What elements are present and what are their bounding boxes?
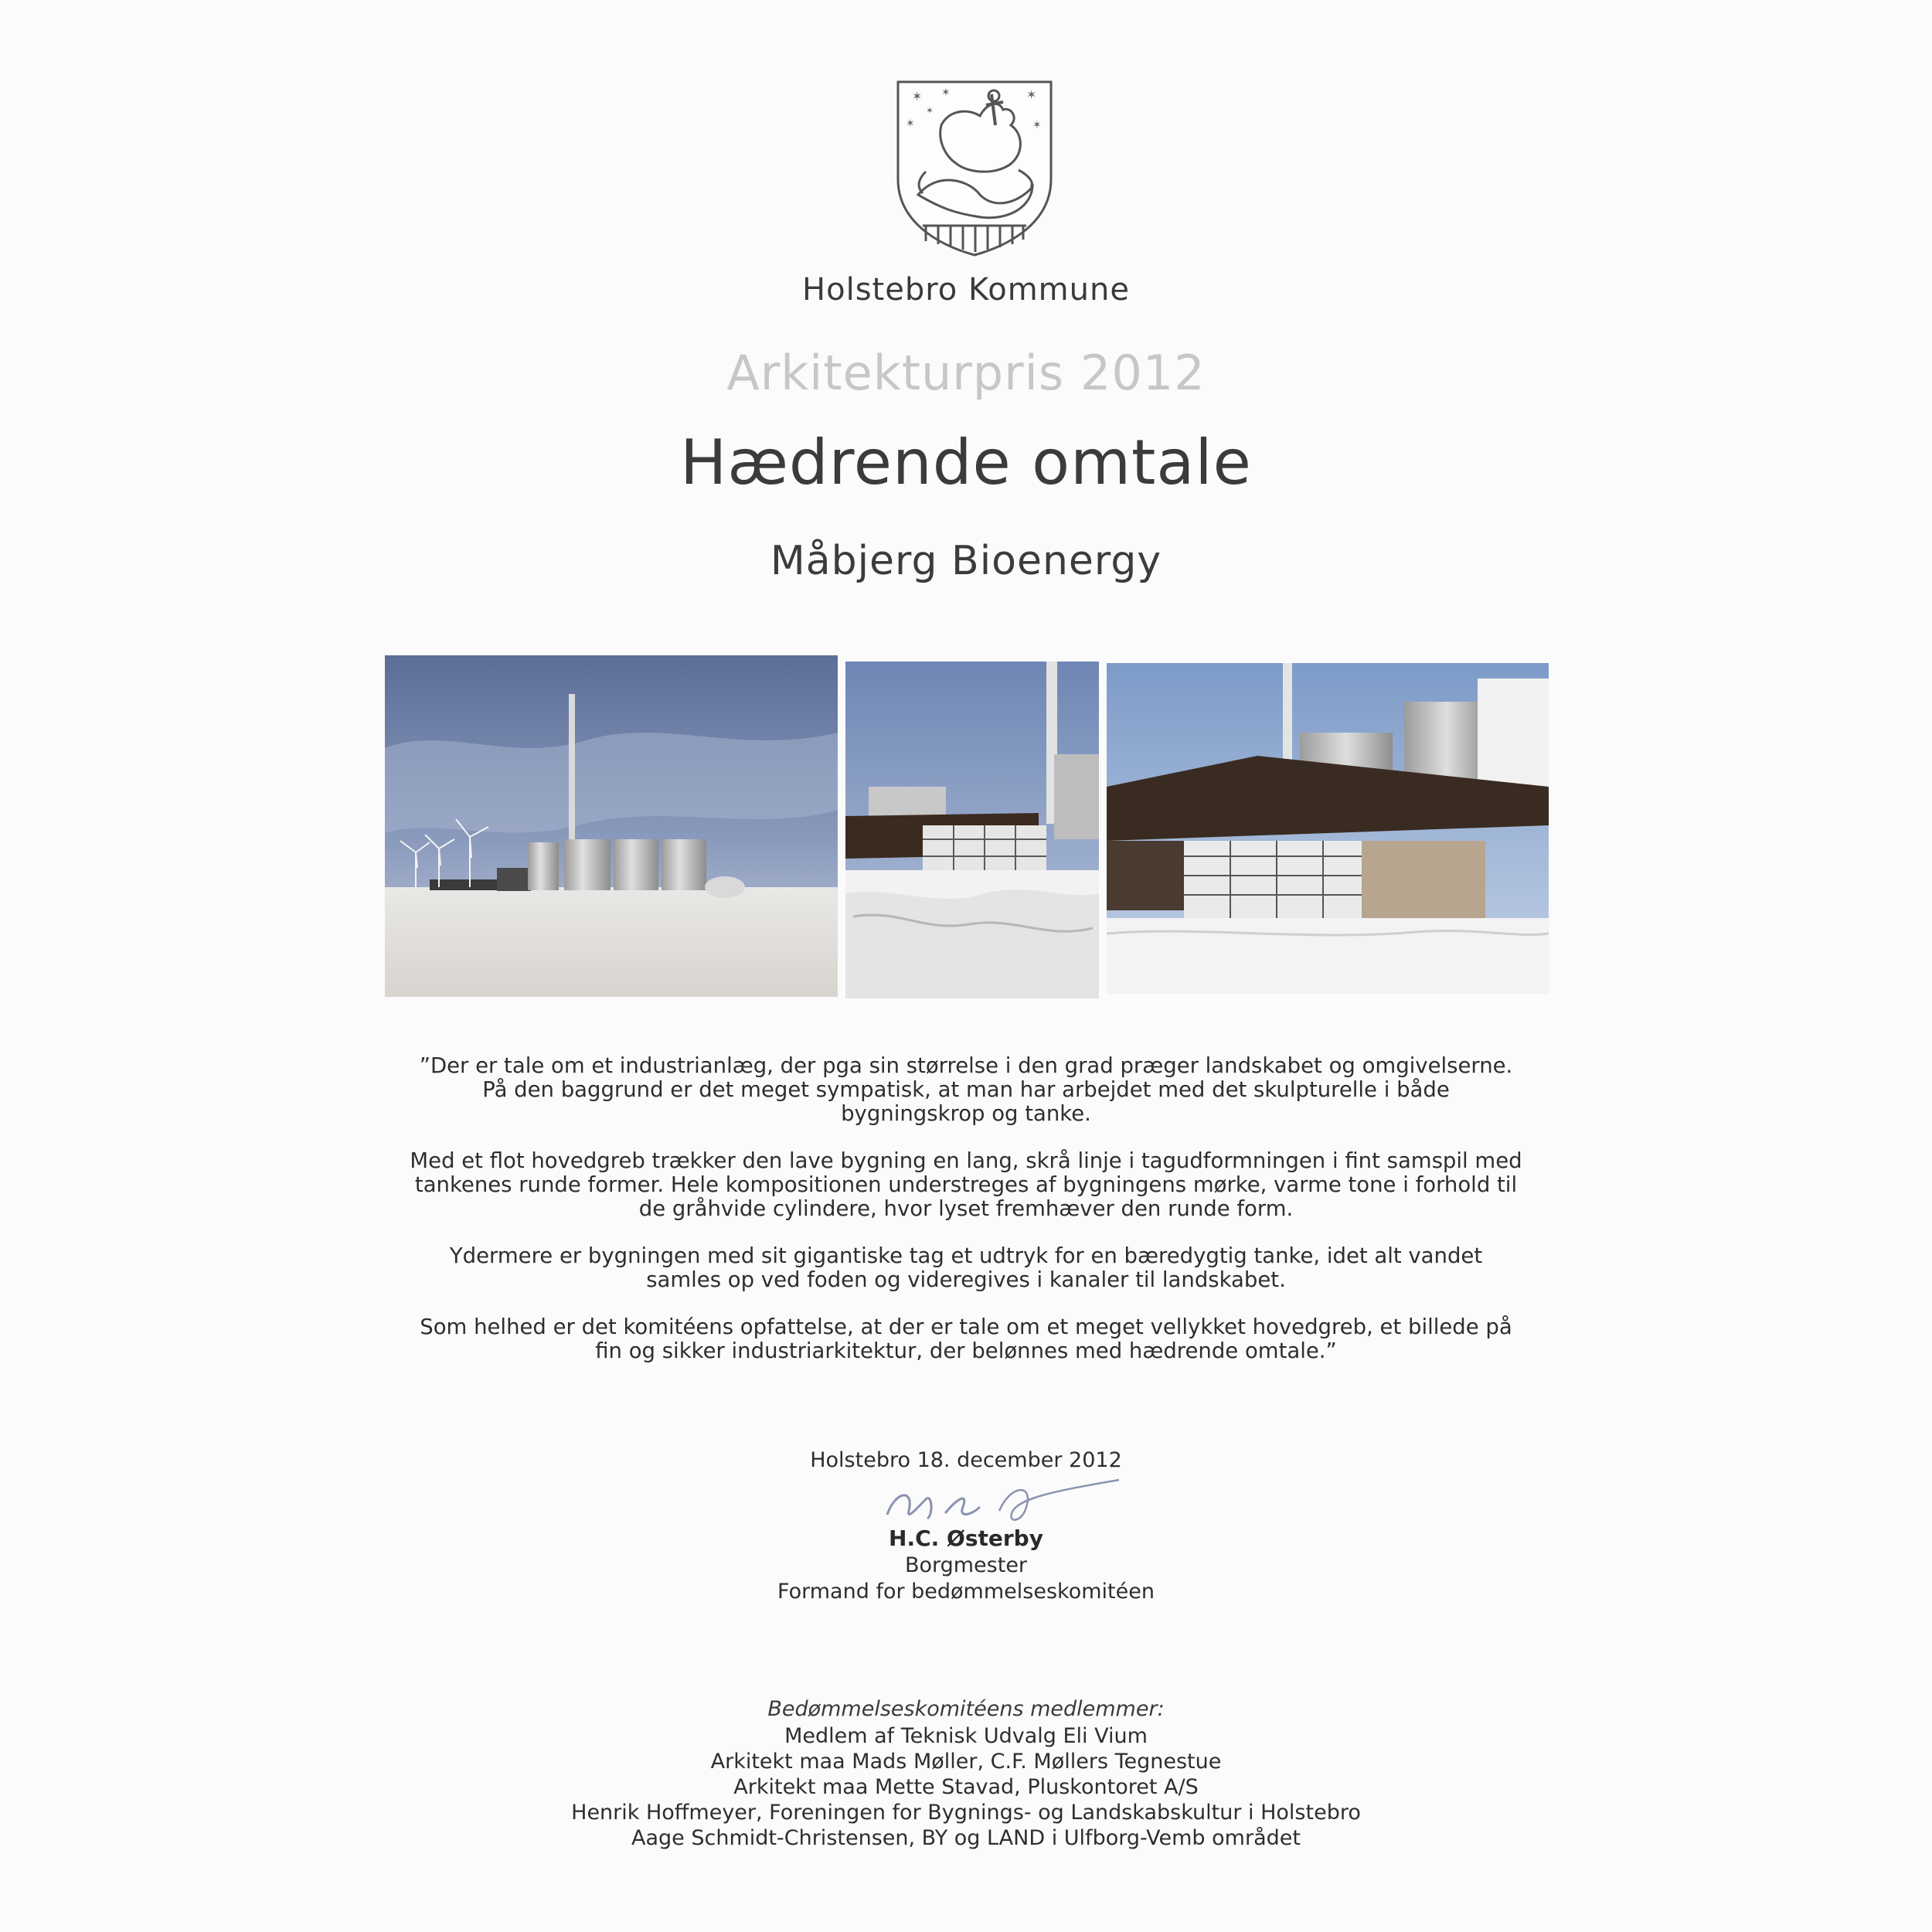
honor-title: Hædrende omtale — [680, 427, 1252, 498]
prize-title: Arkitekturpris 2012 — [726, 345, 1206, 401]
committee-heading: Bedømmelseskomitéens medlemmer: — [767, 1697, 1165, 1721]
committee-member: Arkitekt maa Mette Stavad, Pluskontoret A/S — [733, 1775, 1199, 1799]
coat-of-arms-icon — [895, 79, 1054, 258]
citation-paragraph: Som helhed er det komitéens opfattelse, at der er tale om et meget vellykket hovedgreb, et billede på fin og sikker industriarkitektur, der belønnes med hædrende omtale.” — [420, 1315, 1512, 1363]
svg-text:✶: ✶ — [1032, 119, 1042, 131]
citation-paragraph: Med et flot hovedgreb trækker den lave bygning en lang, skrå linje i tagudformningen i fint samspil med tankenes runde former. Hele kompositionen understreges af bygningens mørke, varme tone i forhold til de gråhvide cylindere, hvor lyset fremhæver den runde form. — [410, 1148, 1522, 1221]
svg-text:✶: ✶ — [906, 117, 915, 130]
committee-member: Henrik Hoffmeyer, Foreningen for Bygnings- og Landskabskultur i Holstebro — [571, 1801, 1361, 1825]
svg-text:✶: ✶ — [941, 87, 951, 99]
committee-member: Arkitekt maa Mads Møller, C.F. Møllers Tegnestue — [710, 1750, 1222, 1774]
municipality-name: Holstebro Kommune — [802, 272, 1130, 308]
committee-member: Medlem af Teknisk Udvalg Eli Vium — [784, 1724, 1148, 1748]
citation-paragraph: ”Der er tale om et industrianlæg, der pga sin størrelse i den grad præger landskabet og omgivelserne. På den baggrund er det meget sympatisk, at man har arbejdet med det skulpturelle i både bygningskrop og tanke. — [419, 1053, 1513, 1126]
date-line: Holstebro 18. december 2012 — [810, 1448, 1122, 1472]
committee-member: Aage Schmidt-Christensen, BY og LAND i Ulfborg-Vemb området — [631, 1826, 1301, 1850]
signer-title: Borgmester — [904, 1553, 1028, 1577]
svg-text:✶: ✶ — [912, 89, 923, 104]
signer-name: H.C. Østerby — [889, 1526, 1043, 1551]
photo-building-roof — [1107, 663, 1549, 994]
project-name: Måbjerg Bioenergy — [770, 538, 1162, 584]
signer-committee-role: Formand for bedømmelseskomitéen — [777, 1580, 1155, 1604]
signature-icon — [872, 1476, 1127, 1530]
photo-plant-landscape — [385, 655, 838, 997]
citation-paragraph: Ydermere er bygningen med sit gigantiske tag et udtryk for en bæredygtig tanke, idet alt vandet samles op ved foden og videregives i kanaler til landskabet. — [449, 1243, 1483, 1292]
photo-building-side — [845, 662, 1099, 998]
jury-citation — [410, 1054, 1522, 1386]
svg-text:✶: ✶ — [1026, 87, 1037, 102]
svg-text:✶: ✶ — [926, 105, 934, 116]
committee-members-list — [0, 1723, 1932, 1851]
